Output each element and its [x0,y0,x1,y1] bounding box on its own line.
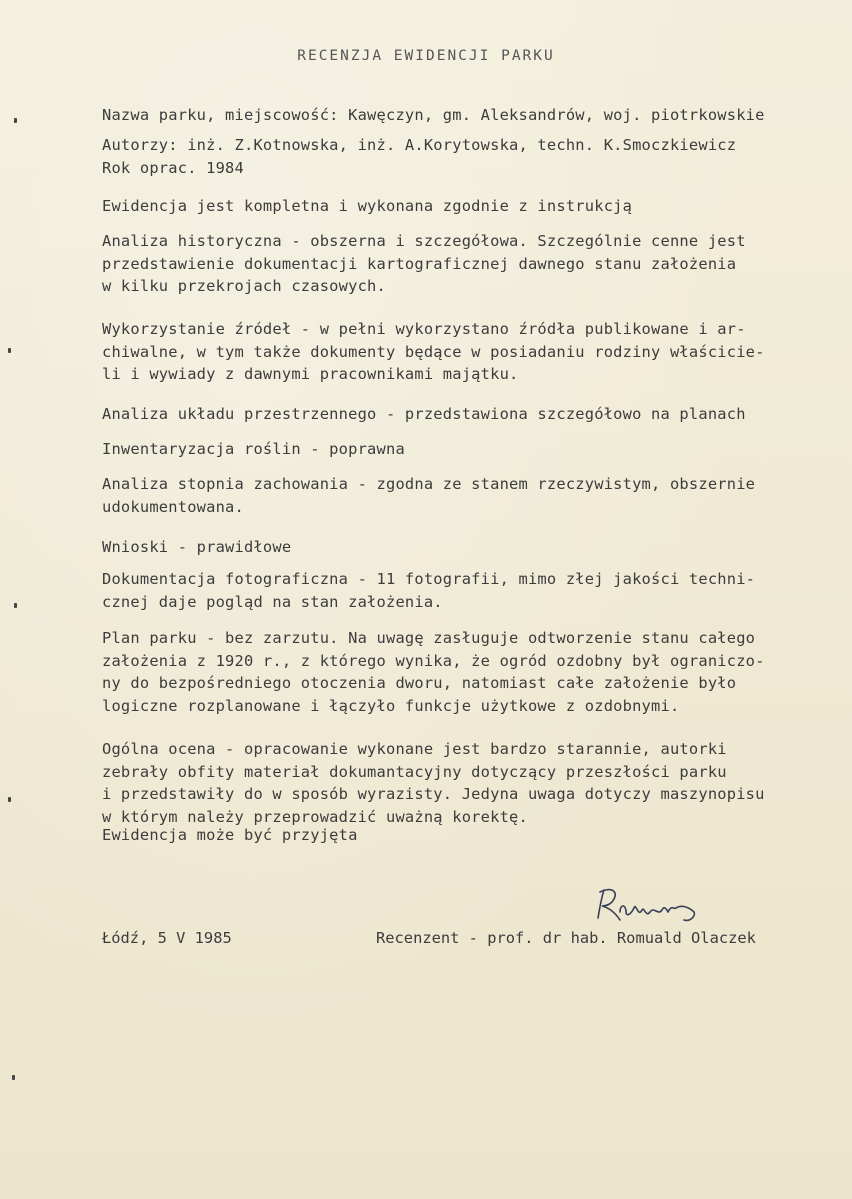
paragraph [102,438,822,461]
text-line: Nazwa parku, miejscowość: Kawęczyn, gm. Aleksandrów, woj. piotrkowskie [102,106,765,124]
text-line: ny do bezpośredniego otoczenia dworu, natomiast całe założenie było [102,674,737,692]
paragraph [102,738,822,828]
paragraph [102,473,822,518]
paragraph [102,195,822,218]
text-line: Dokumentacja fotograficzna - 11 fotografii, mimo złej jakości techni- [102,570,756,588]
text-line: Ogólna ocena - opracowanie wykonane jest bardzo starannie, autorki [102,740,727,758]
paragraph [102,824,822,847]
text-line: Wykorzystanie źródeł - w pełni wykorzystano źródła publikowane i ar- [102,320,746,338]
document-title: RECENZJA EWIDENCJI PARKU [297,48,555,64]
margin-mark [8,797,11,802]
text-line: li i wywiady z dawnymi pracownikami majątku. [102,365,519,383]
text-line: w którym należy przeprowadzić uważną korektę. [102,807,528,826]
text-line: logiczne rozplanowane i łączyło funkcje użytkowe z ozdobnymi. [102,696,680,715]
paragraph [102,403,822,426]
text-line: zebrały obfity materiał dokumantacyjny dotyczący przeszłości parku [102,762,727,781]
text-line: chiwalne, w tym także dokumenty będące w posiadaniu rodziny właściciе- [102,342,765,361]
paragraph [102,230,822,298]
text-line: udokumentowana. [102,497,244,516]
paragraph [102,536,822,559]
text-line: Ewidencja może być przyjęta [102,826,358,844]
text-line: cznej daje pogląd na stan założenia. [102,592,443,611]
margin-mark [14,118,17,123]
text-line: Plan parku - bez zarzutu. Na uwagę zasługuje odtworzenie stanu całego [102,629,756,647]
reviewer-line: Recenzent - prof. dr hab. Romuald Olaczek [376,929,756,947]
margin-mark [8,348,11,353]
text-line: Analiza układu przestrzennego - przedstawiona szczegółowo na planach [102,405,746,423]
text-line: Autorzy: inż. Z.Kotnowska, inż. A.Korytowska, techn. K.Smoczkiewicz [102,136,737,154]
text-line: Inwentaryzacja roślin - poprawna [102,440,405,458]
paragraph [102,568,822,613]
text-line: przedstawienie dokumentacji kartograficznej dawnego stanu założenia [102,254,737,273]
text-line: Analiza historyczna - obszerna i szczegółowa. Szczególnie cenne jest [102,232,746,250]
place-date: Łódź, 5 V 1985 [102,929,232,947]
text-line: i przedstawiły do w sposób wyrazisty. Jedyna uwaga dotyczy maszynopisu [102,785,765,803]
text-line: Ewidencja jest kompletna i wykonana zgodnie z instrukcją [102,197,633,215]
handwritten-signature [590,878,730,938]
text-line: w kilku przekrojach czasowych. [102,277,386,295]
paragraph [102,134,822,179]
text-line: Rok oprac. 1984 [102,158,244,177]
margin-mark [14,603,17,608]
paragraph [102,318,822,386]
text-line: założenia z 1920 r., z którego wynika, że ogród ozdobny był ograniczo- [102,651,765,670]
text-line: Analiza stopnia zachowania - zgodna ze stanem rzeczywistym, obszernie [102,475,756,493]
paragraph [102,627,822,717]
text-line: Wnioski - prawidłowe [102,538,292,556]
paragraph [102,104,822,127]
margin-mark [12,1075,15,1080]
